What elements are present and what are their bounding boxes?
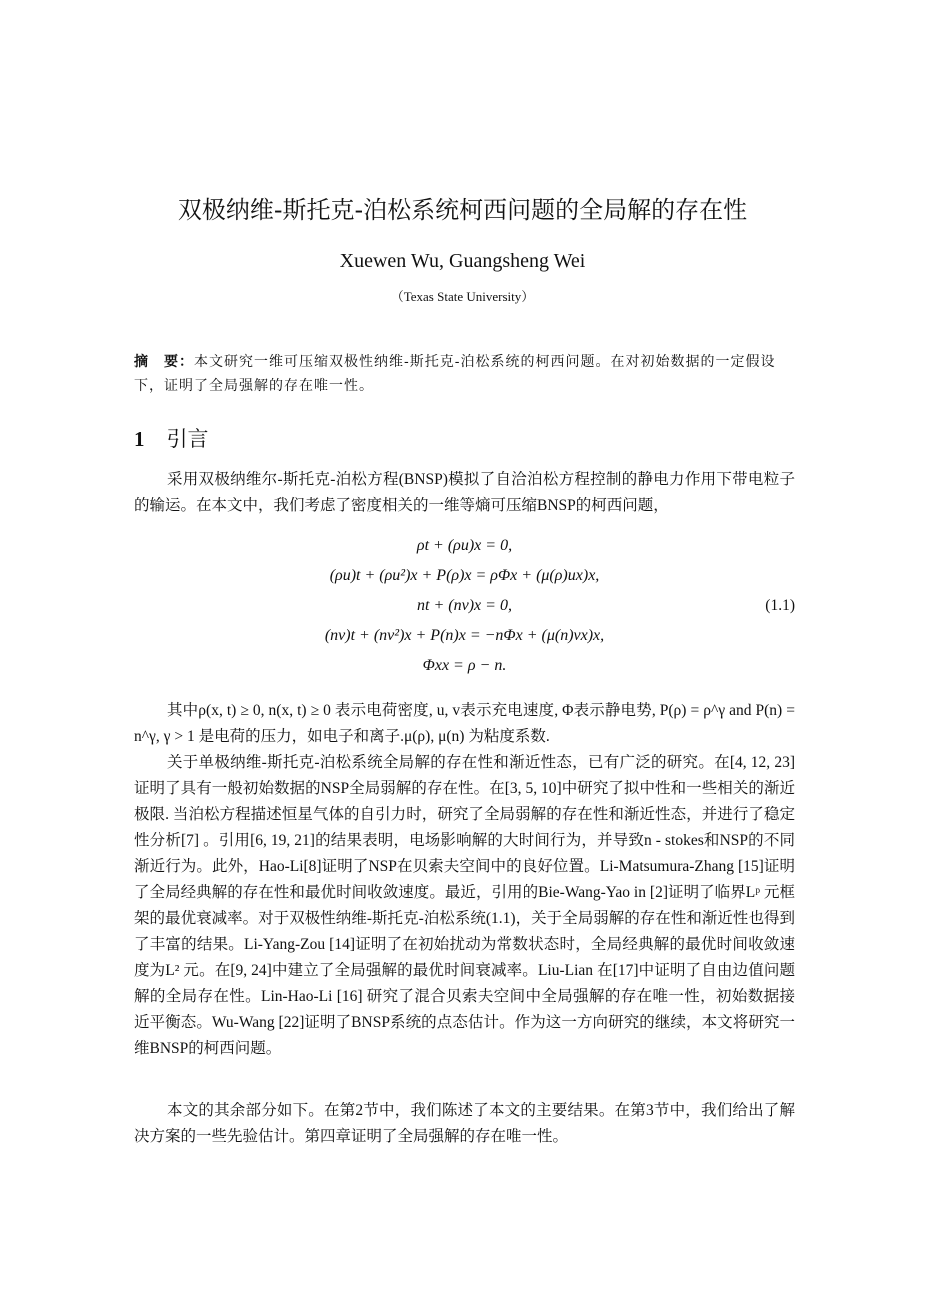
abstract-label: 摘 要：	[134, 354, 194, 370]
paragraph-outline: 本文的其余部分如下。在第2节中，我们陈述了本文的主要结果。在第3节中，我们给出了解决方案的一些先验估计。第四章证明了全局强解的存在唯一性。	[134, 1102, 795, 1145]
paper-title: 双极纳维-斯托克-泊松系统柯西问题的全局解的存在性	[177, 196, 748, 224]
section-number: 1	[134, 427, 145, 451]
abstract-text: 本文研究一维可压缩双极性纳维-斯托克-泊松系统的柯西问题。在对初始数据的一定假设下，证明了全局强解的存在唯一性。	[134, 354, 776, 394]
equation-line: (ρu)t + (ρu²)x + P(ρ)x = ρΦx + (μ(ρ)ux)x,	[329, 567, 600, 584]
abstract	[134, 350, 794, 398]
equation-number: (1.1)	[765, 597, 795, 614]
section-title: 引言	[166, 427, 209, 451]
section-heading	[134, 423, 231, 453]
equation-line: nt + (nv)x = 0,	[417, 597, 512, 614]
equation-line: (nv)t + (nv²)x + P(n)x = −nΦx + (μ(n)vx)x,	[324, 627, 605, 644]
equation-line: ρt + (ρu)x = 0,	[416, 537, 513, 554]
equation-line: Φxx = ρ − n.	[422, 657, 507, 674]
equation-block	[134, 535, 795, 685]
paragraph-intro: 采用双极纳维尔-斯托克-泊松方程(BNSP)模拟了自洽泊松方程控制的静电力作用下带电粒子的输运。在本文中，我们考虑了密度相关的一维等熵可压缩BNSP的柯西问题，	[134, 471, 795, 514]
authors: Xuewen Wu, Guangsheng Wei	[339, 250, 586, 272]
paragraph-literature: 关于单极纳维-斯托克-泊松系统全局解的存在性和渐近性态，已有广泛的研究。在[4, 12, 23]证明了具有一般初始数据的NSP全局弱解的存在性。在[3, 5, 10]中研究了拟中性和一些相关的渐近极限. 当泊松方程描述恒星气体的自引力时，研究了全局弱解的存在性和渐近性态，并进行了稳定性分析[7] 。引用[6, 19, 21]的结果表明，电场影响解的大时间行为，并导致n - stokes和NSP的不同渐近行为。此外，Hao-Li[8]证明了NSP在贝索夫空间中的良好位置。Li-Matsumura-Zhang [15]证明了全局经典解的存在性和最优时间收敛速度。最近，引用的Bie-Wang-Yao in [2]证明了临界Lᵖ 元框架的最优衰减率。对于双极性纳维-斯托克-泊松系统(1.1)，关于全局弱解的存在性和渐近性也得到了丰富的结果。Li-Yang-Zou [14]证明了在初始扰动为常数状态时，全局经典解的最优时间收敛速度为L² 元。在[9, 24]中建立了全局强解的最优时间衰减率。Liu-Lian 在[17]中证明了自由边值问题解的全局存在性。Lin-Hao-Li [16] 研究了混合贝索夫空间中全局强解的存在唯一性，初始数据接近平衡态。Wu-Wang [22]证明了BNSP系统的点态估计。作为这一方向研究的继续，本文将研究一维BNSP的柯西问题。	[134, 754, 795, 1057]
paragraph-definitions: 其中ρ(x, t) ≥ 0, n(x, t) ≥ 0 表示电荷密度, u, v表示充电速度, Φ表示静电势, P(ρ) = ρ^γ and P(n) = n^γ, γ > 1 是电荷的压力，如电子和离子.μ(ρ), μ(n) 为粘度系数.	[134, 702, 795, 745]
affiliation: （Texas State University）	[390, 289, 535, 304]
